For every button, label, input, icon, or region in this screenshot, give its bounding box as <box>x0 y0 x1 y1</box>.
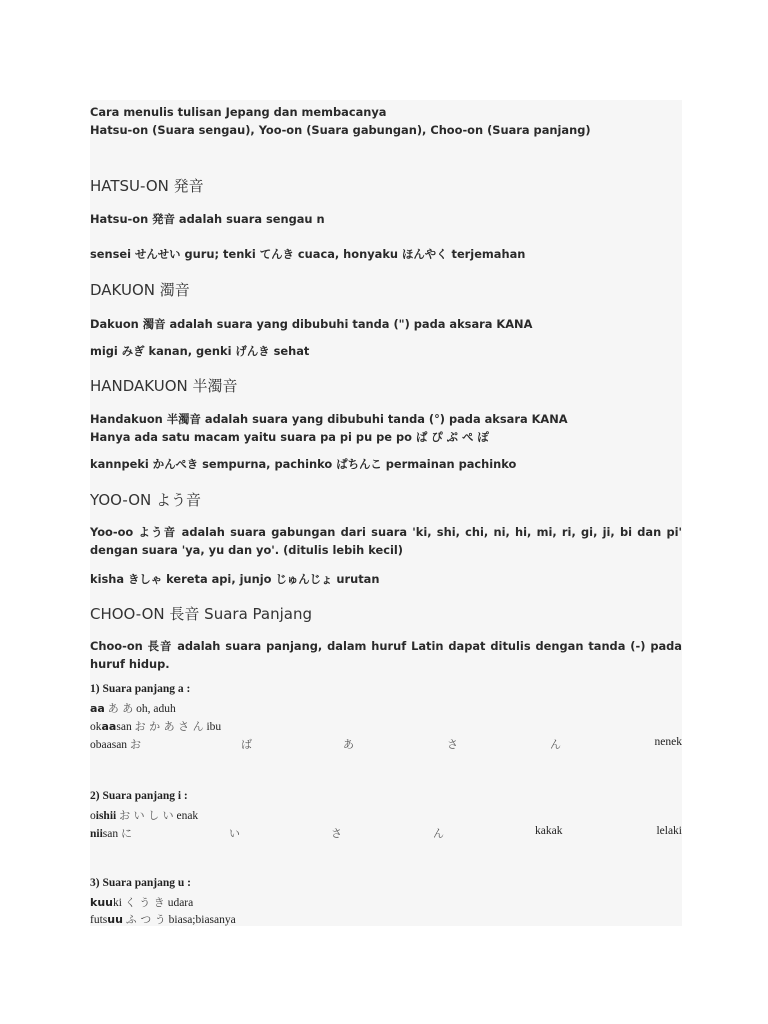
suara-i-title: 2) Suara panjang i : <box>90 790 188 802</box>
romaji-prefix: ok <box>90 721 102 733</box>
romaji-prefix: o <box>90 810 96 822</box>
kana: さ <box>447 738 458 751</box>
suara-i-line-2 <box>90 825 132 841</box>
romaji-prefix: ob <box>90 739 102 751</box>
heading-yooon: YOO-ON よう音 <box>90 491 201 509</box>
kana: い <box>229 827 240 840</box>
long-vowel: aa <box>101 720 117 733</box>
heading-dakuon: DAKUON 濁音 <box>90 281 190 299</box>
suara-u-title: 3) Suara panjang u : <box>90 877 191 889</box>
romaji-suffix: san <box>111 739 128 751</box>
kana: お <box>129 738 141 751</box>
heading-hatsuon: HATSU-ON 発音 <box>90 177 204 195</box>
suara-a-line-3 <box>90 736 141 752</box>
suara-a-line-1 <box>90 700 176 716</box>
kana: お か あ さ ん <box>134 720 204 733</box>
hatsuon-desc: Hatsu-on 発音 adalah suara sengau n <box>90 212 325 226</box>
kana: あ あ <box>107 702 134 715</box>
intro-line-1: Cara menulis tulisan Jepang dan membacanya <box>90 105 387 119</box>
kana: ば <box>241 738 252 751</box>
dakuon-desc: Dakuon 濁音 adalah suara yang dibubuhi tanda (") pada aksara KANA <box>90 317 533 331</box>
kana: く う き <box>124 896 165 909</box>
suara-a-title: 1) Suara panjang a : <box>90 683 191 695</box>
romaji-suffix: san <box>102 828 119 840</box>
suara-u-line-2 <box>90 911 236 927</box>
long-vowel: aa <box>101 739 112 751</box>
kana: ん <box>433 827 444 840</box>
meaning: nenek <box>654 736 682 748</box>
handakuon-desc-1: Handakuon 半濁音 adalah suara yang dibubuhi tanda (°) pada aksara KANA <box>90 412 568 426</box>
yooon-example: kisha きしゃ kereta api, junjo じゅんじょ urutan <box>90 572 380 586</box>
suara-a-line-2 <box>90 718 221 734</box>
long-vowel: kuu <box>90 896 113 909</box>
meaning: udara <box>167 897 194 909</box>
suara-u-line-1 <box>90 894 193 910</box>
meaning: enak <box>176 810 199 822</box>
long-vowel: aa <box>90 702 105 715</box>
chooon-desc: Choo-on 長音 adalah suara panjang, dalam huruf Latin dapat ditulis dengan tanda (-) pada huruf hidup. <box>90 639 682 671</box>
suara-i-line-1 <box>90 807 198 823</box>
hatsuon-example: sensei せんせい guru; tenki てんき cuaca, honyaku ほんやく terjemahan <box>90 247 526 261</box>
kana: に <box>121 827 133 840</box>
yooon-desc: Yoo-oo よう音 adalah suara gabungan dari suara 'ki, shi, chi, ni, hi, mi, ri, gi, ji, bi dan pi' dengan suara 'ya, yu dan yo'. (ditulis lebih kecil) <box>90 525 682 557</box>
kana: ふ つ う <box>125 913 166 926</box>
meaning: lelaki <box>656 825 682 837</box>
kana: ん <box>550 738 561 751</box>
kana: お い し い <box>119 809 174 822</box>
meaning: oh, aduh <box>136 703 176 715</box>
meaning: biasa;biasanya <box>168 914 236 926</box>
meaning: kakak <box>535 825 563 837</box>
handakuon-example: kannpeki かんぺき sempurna, pachinko ぱちんこ permainan pachinko <box>90 457 517 471</box>
heading-handakuon: HANDAKUON 半濁音 <box>90 377 238 395</box>
kana: あ <box>343 738 354 751</box>
long-vowel: uu <box>107 913 123 926</box>
romaji-suffix: san <box>116 721 132 733</box>
intro-line-2: Hatsu-on (Suara sengau), Yoo-on (Suara gabungan), Choo-on (Suara panjang) <box>90 123 591 137</box>
meaning: ibu <box>206 721 222 733</box>
long-vowel: ishii <box>95 810 117 822</box>
dakuon-example: migi みぎ kanan, genki げんき sehat <box>90 344 310 358</box>
handakuon-desc-2: Hanya ada satu macam yaitu suara pa pi pu pe po ぱ ぴ ぷ ぺ ぽ <box>90 430 489 444</box>
kana: さ <box>331 827 342 840</box>
long-vowel: nii <box>90 828 103 840</box>
romaji-prefix: futs <box>90 914 108 926</box>
heading-chooon: CHOO-ON 長音 Suara Panjang <box>90 605 312 623</box>
romaji-suffix: ki <box>112 897 122 909</box>
